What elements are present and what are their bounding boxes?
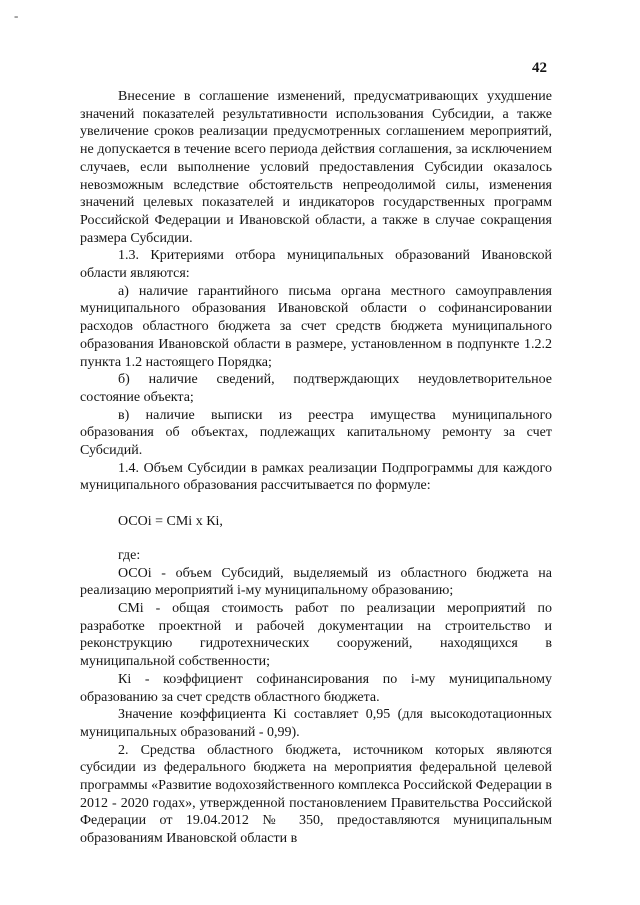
coefficient-value: Значение коэффициента Кi составляет 0,95 (для высокодотационных муниципальных образований - 0,99). [80,707,552,740]
formula-where: где: [118,547,141,563]
subsidy-formula: ОСОi = СМi x Кi, [118,514,223,530]
scan-artifact-mark: ‐ [14,8,19,23]
paragraph-subsidy-volume: 1.4. Объем Субсидии в рамках реализации Подпрограммы для каждого муниципального образования рассчитывается по формуле: [80,460,552,494]
definition-cm: СМi - общая стоимость работ по реализации мероприятий по разработке проектной и рабочей документации на строительство и реконструкцию гидротехнических сооружений, находящихся в муниципальной собственности; [80,600,552,670]
criterion-b: б) наличие сведений, подтверждающих неудовлетворительное состояние объекта; [80,372,552,405]
paragraph-agreement-changes: Внесение в соглашение изменений, предусматривающих ухудшение значений показателей результативности использования Субсидии, а также увеличение сроков реализации предусмотренных соглашением мероприятий, не допускается в течение всего периода действия соглашения, за исключением случаев, если выполнение условий предоставления Субсидии оказалось невозможным вследствие обстоятельств непреодолимой силы, изменения значений целевых показателей и индикаторов государственных программ Российской Федерации и Ивановской области, а также в случае сокращения размера Субсидии. [80,89,552,246]
criterion-a: а) наличие гарантийного письма органа местного самоуправления муниципального образования Ивановской области о софинансировании расходов областного бюджета за счет средств бюджета муниципального образования Ивановской области в размере, установленном в подпункте 1.2.2 пункта 1.2 настоящего Порядка; [80,283,552,370]
page-number: 42 [532,60,547,76]
criterion-c: в) наличие выписки из реестра имущества муниципального образования об объектах, подлежащих капитальному ремонту за счет Субсидий. [80,407,552,459]
paragraph-selection-criteria: 1.3. Критериями отбора муниципальных образований Ивановской области являются: [80,248,552,282]
definition-oco: ОСОi - объем Субсидий, выделяемый из областного бюджета на реализацию мероприятий i-му муниципальному образованию; [80,565,552,599]
paragraph-federal-funds: 2. Средства областного бюджета, источником которых являются субсидии из федерального бюджета на мероприятия федеральной целевой программы «Развитие водохозяйственного комплекса Российской Федерации в 2012 - 2020 годах», утвержденной постановлением Правительства Российской Федерации от 19.04.2012 № 350, предоставляются муниципальным образованиям Ивановской области в [80,742,552,847]
definition-k: Кi - коэффициент софинансирования по i-му муниципальному образованию за счет средств областного бюджета. [80,671,552,705]
document-body [80,88,552,848]
